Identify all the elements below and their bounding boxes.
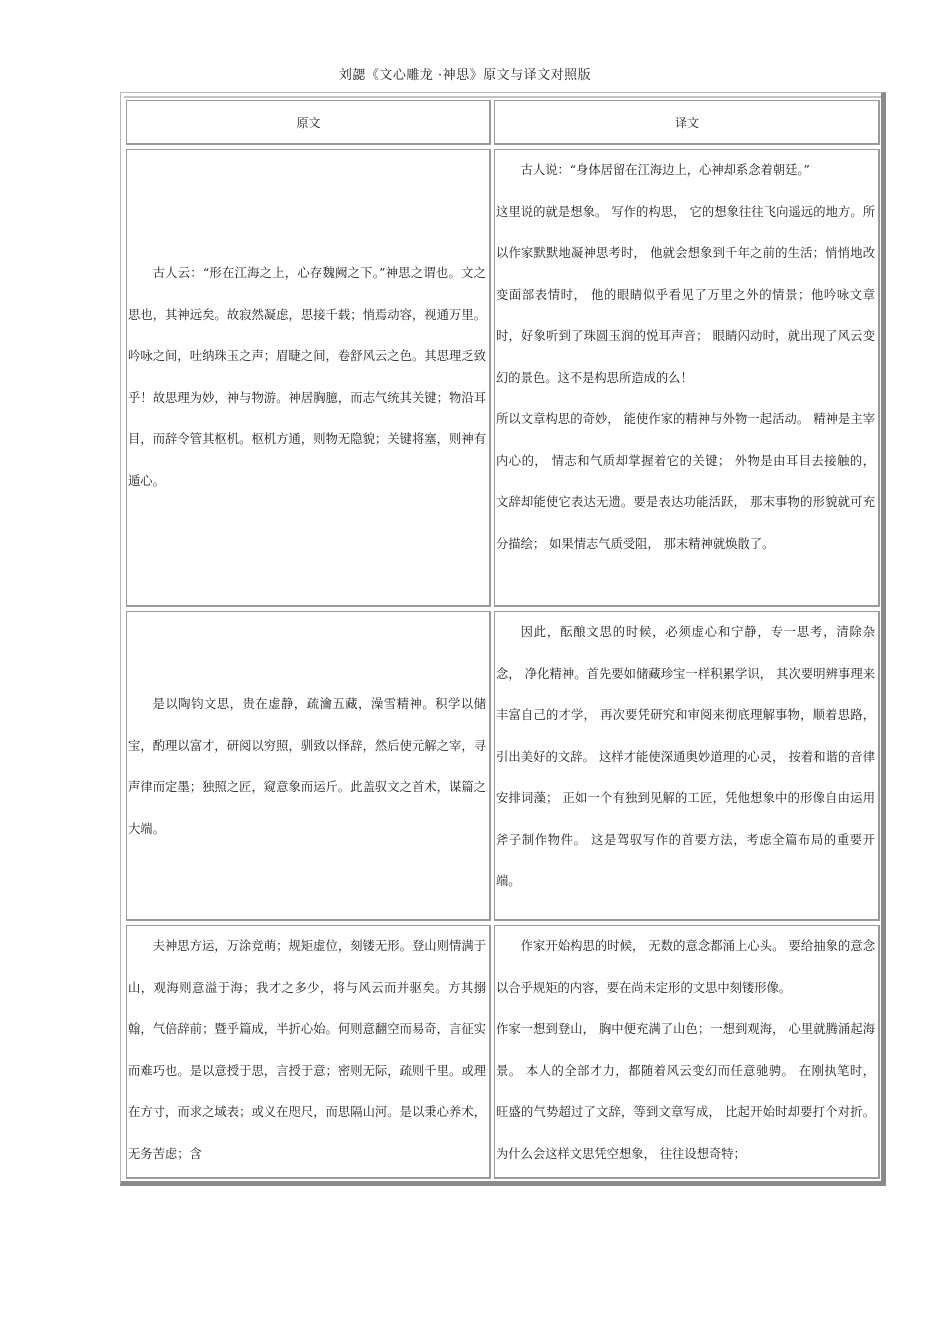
row2-original-text: 是以陶钧文思，贵在虚静，疏瀹五藏，澡雪精神。积学以储宝，酌理以富才，研阅以穷照，驯致以怿辞，然后使元解之宰，寻声律而定墨；独照之匠，窥意象而运斤。此盖驭文之首术，谋篇之大端。	[128, 697, 486, 836]
row1-translation-p2: 这里说的就是想象。 写作的构思， 它的想象往往飞向遥远的地方。所以作家默默地凝神思考时， 他就会想象到千年之前的生活；悄悄地改变面部表情时， 他的眼睛似乎看见了万里之外的情景；他吟咏文章时，好象听到了珠圆玉润的悦耳声音； 眼睛闪动时，就出现了风云变幻的景色。这不是构思所造成的么！	[496, 204, 875, 385]
header-original: 原文	[126, 100, 491, 145]
page-title: 刘勰《文心雕龙 ·神思》原文与译文对照版	[338, 68, 592, 83]
row1-translation-p1: 古人说：“身体居留在江海边上，心神却系念着朝廷。”	[520, 163, 810, 177]
row1-translation-p3: 所以文章构思的奇妙， 能使作家的精神与外物一起活动。 精神是主宰内心的， 情志和气质却掌握着它的关键； 外物是由耳目去接触的， 文辞却能使它表达无遗。要是表达功能活跃， 那末事物的形貌就可充分描绘； 如果情志气质受阻， 那末精神就焕散了。	[496, 412, 875, 551]
row2-translation-cell	[494, 611, 880, 921]
row2-translation-p1: 因此，酝酿文思的时候，必须虚心和宁静，专一思考，清除杂念， 净化精神。首先要如储藏珍宝一样积累学识， 其次要明辨事理来丰富自己的才学， 再次要凭研究和审阅来彻底理解事物，顺着思路，引出美好的文辞。 这样才能使深通奥妙道理的心灵， 按着和谐的音律安排词藻； 正如一个有独到见解的工匠，凭他想象中的形像自由运用斧子制作物件。 这是驾驭写作的首要方法，考虑全篇布局的重要开端。	[496, 625, 875, 888]
table-top-rule	[124, 96, 881, 98]
row1-original-cell	[126, 149, 491, 607]
row3-original-text: 夫神思方运，万涂竞萌；规矩虚位，刻镂无形。登山则情满于山，观海则意溢于海；我才之多少，将与风云而并驱矣。方其搦翰，气倍辞前；暨乎篇成，半折心始。何则意翻空而易奇，言征实而难巧也。是以意授于思，言授于意；密则无际，疏则千里。或理在方寸，而求之域表；或义在咫尺，而思隔山河。是以秉心养术，无务苦虑；含	[128, 939, 486, 1161]
row3-translation-p1: 作家开始构思的时候， 无数的意念都涌上心头。 要给抽象的意念以合乎规矩的内容，要在尚未定形的文思中刻镂形像。	[496, 939, 875, 995]
row1-translation-cell	[494, 149, 880, 607]
row3-original-cell	[126, 925, 491, 1179]
row3-translation-cell	[494, 925, 880, 1179]
row3-translation-p2: 作家一想到登山， 胸中便充满了山色；一想到观海， 心里就腾涌起海景。 本人的全部才力，都随着风云变幻而任意驰骋。 在刚执笔时， 旺盛的气势超过了文辞，等到文章写成， 比起开始时却要打个对折。 为什么会这样文思凭空想象， 往往设想奇特；	[496, 1022, 875, 1161]
row1-original-text: 古人云：“形在江海之上，心存魏阙之下。”神思之谓也。文之思也，其神远矣。故寂然凝虑，思接千载；悄焉动容，视通万里。吟咏之间，吐纳珠玉之声；眉睫之间，卷舒风云之色。其思理乏致乎！故思理为妙，神与物游。神居胸臆，而志气统其关键；物沿耳目，而辞令管其枢机。枢机方通，则物无隐貌；关键将塞，则神有遁心。	[128, 266, 486, 488]
row2-original-cell	[126, 611, 491, 921]
header-translation: 译文	[494, 100, 880, 145]
